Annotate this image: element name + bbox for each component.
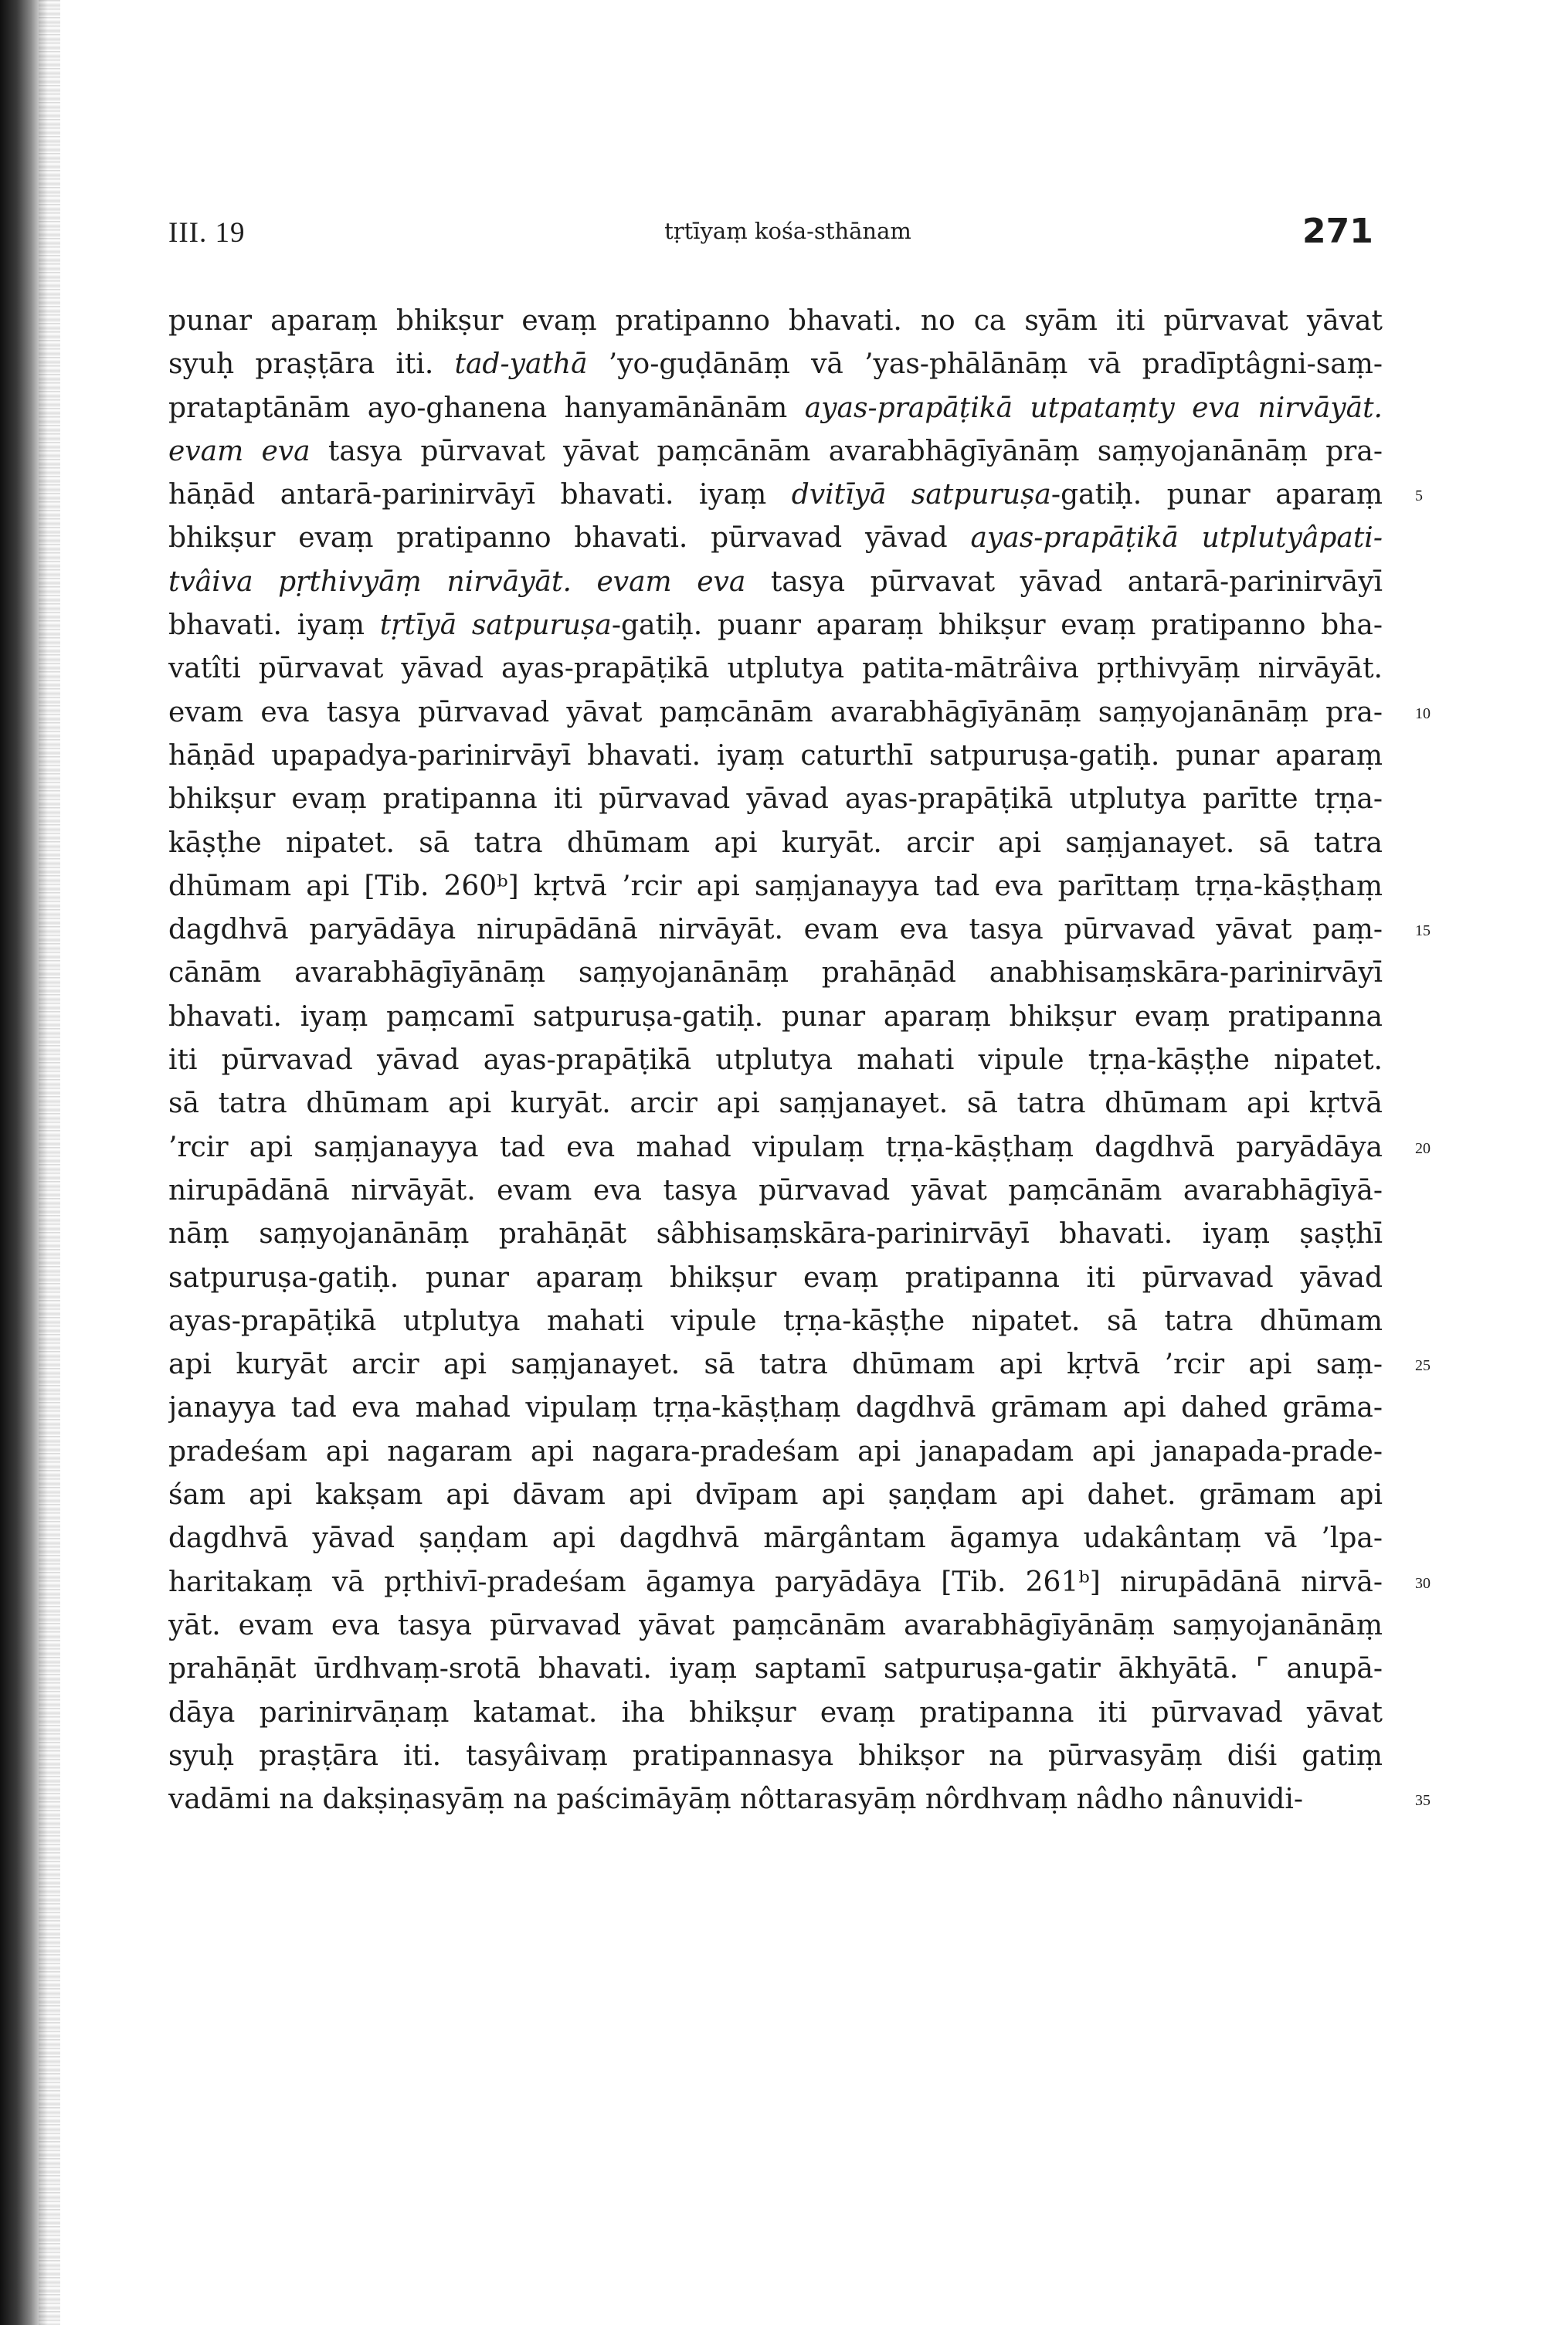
text-line (168, 300, 1383, 343)
text-line (168, 1126, 1383, 1169)
text-line (168, 430, 1383, 473)
text-line (168, 1778, 1383, 1821)
text-line (168, 517, 1383, 560)
text-segment: nirupādānā nirvāyāt. evam eva tasya pūrvavad yāvat paṃcānām avarabhāgīyā- (168, 1174, 1383, 1207)
text-line (168, 1257, 1383, 1300)
text-segment: -gatiḥ. puanr aparaṃ bhikṣur evaṃ pratipanno bha- (611, 609, 1383, 642)
text-segment: ’yo-guḍānāṃ vā ’yas-phālānāṃ vā pradīptâgni-saṃ- (587, 348, 1383, 381)
text-line (168, 1039, 1383, 1082)
text-segment: dagdhvā paryādāya nirupādānā nirvāyāt. evam eva tasya pūrvavad yāvat paṃ- (168, 914, 1383, 946)
text-segment: nāṃ saṃyojanānāṃ prahāṇāt sâbhisaṃskāra-parinirvāyī bhavati. iyaṃ ṣaṣṭhī (168, 1218, 1383, 1251)
text-segment: dhūmam api [Tib. 260ᵇ] kṛtvā ’rcir api saṃjanayya tad eva parīttaṃ tṛṇa-kāṣṭhaṃ (168, 870, 1383, 902)
text-line (168, 865, 1383, 908)
line-number: 20 (1415, 1139, 1431, 1157)
text-segment: janayya tad eva mahad vipulaṃ tṛṇa-kāṣṭhaṃ dagdhvā grāmam api dahed grāma- (168, 1392, 1383, 1424)
binding-texture (39, 0, 60, 2325)
text-line (168, 387, 1383, 430)
italic-segment: tad-yathā (454, 348, 588, 381)
text-segment: -gatiḥ. punar aparaṃ (1050, 479, 1383, 511)
text-line (168, 473, 1383, 517)
text-segment: punar aparaṃ bhikṣur evaṃ pratipanno bhavati. no ca syām iti pūrvavat yāvat (168, 305, 1383, 337)
text-segment: ayas-prapāṭikā utplutya mahati vipule tṛṇa-kāṣṭhe nipatet. sā tatra dhūmam (168, 1305, 1383, 1337)
text-line (168, 1387, 1383, 1430)
text-segment: dāya parinirvāṇaṃ katamat. iha bhikṣur evaṃ pratipanna iti pūrvavad yāvat (168, 1696, 1383, 1729)
text-line (168, 1517, 1383, 1560)
text-segment: hāṇād antarā-parinirvāyī bhavati. iyaṃ (168, 479, 792, 511)
text-line (168, 908, 1383, 952)
text-line (168, 1300, 1383, 1343)
italic-segment: ayas-prapāṭikā utplutyâpati- (970, 522, 1383, 555)
line-number: 30 (1415, 1574, 1431, 1592)
text-segment: dagdhvā yāvad ṣaṇḍam api dagdhvā mārgântam āgamya udakântaṃ vā ’lpa- (168, 1522, 1383, 1555)
text-line (168, 996, 1383, 1039)
text-line (168, 1735, 1383, 1778)
text-segment: kāṣṭhe nipatet. sā tatra dhūmam api kuryāt. arcir api saṃjanayet. sā tatra (168, 826, 1383, 859)
text-line (168, 1692, 1383, 1735)
text-line (168, 561, 1383, 604)
text-segment: haritakaṃ vā pṛthivī-pradeśam āgamya paryādāya [Tib. 261ᵇ] nirupādānā nirvā- (168, 1566, 1383, 1598)
text-segment: syuḥ praṣṭāra iti. tasyâivaṃ pratipannasya bhikṣor na pūrvasyāṃ diśi gatiṃ (168, 1740, 1383, 1772)
text-segment: satpuruṣa-gatiḥ. punar aparaṃ bhikṣur evaṃ pratipanna iti pūrvavad yāvad (168, 1261, 1383, 1294)
text-segment: evam eva tasya pūrvavad yāvat paṃcānām avarabhāgīyānāṃ saṃyojanānāṃ pra- (168, 696, 1383, 728)
text-segment: api kuryāt arcir api saṃjanayet. sā tatra dhūmam api kṛtvā ’rcir api saṃ- (168, 1349, 1383, 1381)
text-segment: bhavati. iyaṃ paṃcamī satpuruṣa-gatiḥ. punar aparaṃ bhikṣur evaṃ pratipanna (168, 1000, 1383, 1033)
italic-segment: tṛtīyā satpuruṣa (379, 609, 612, 642)
text-segment: iti pūrvavad yāvad ayas-prapāṭikā utplutya mahati vipule tṛṇa-kāṣṭhe nipatet. (168, 1044, 1383, 1077)
text-line (168, 952, 1383, 995)
text-segment: tasya pūrvavat yāvad antarā-parinirvāyī (745, 565, 1383, 598)
text-segment: vatîti pūrvavat yāvad ayas-prapāṭikā utplutya patita-mātrâiva pṛthivyāṃ nirvāyāt. (168, 653, 1383, 685)
line-number: 25 (1415, 1357, 1431, 1375)
text-line (168, 1213, 1383, 1256)
text-line (168, 1082, 1383, 1125)
italic-segment: evam eva (168, 435, 311, 467)
text-segment: sā tatra dhūmam api kuryāt. arcir api saṃjanayet. sā tatra dhūmam api kṛtvā (168, 1088, 1383, 1120)
page-number: 271 (1302, 212, 1373, 251)
text-line (168, 343, 1383, 386)
section-reference: III. 19 (168, 217, 246, 249)
text-segment: tasya pūrvavat yāvat paṃcānām avarabhāgīyānāṃ saṃyojanānāṃ pra- (310, 435, 1383, 467)
text-segment: prahāṇāt ūrdhvaṃ-srotā bhavati. iyaṃ saptamī satpuruṣa-gatir ākhyātā. ⌜ anupā- (168, 1653, 1383, 1685)
text-segment: syuḥ praṣṭāra iti. (168, 348, 455, 381)
text-line (168, 1474, 1383, 1517)
line-number: 10 (1415, 704, 1431, 722)
text-segment: bhikṣur evaṃ pratipanna iti pūrvavad yāvad ayas-prapāṭikā utplutya parītte tṛṇa- (168, 783, 1383, 816)
italic-segment: ayas-prapāṭikā utpataṃty eva nirvāyāt. (804, 392, 1383, 424)
text-line (168, 1561, 1383, 1604)
text-line (168, 822, 1383, 865)
text-segment: vadāmi na dakṣiṇasyāṃ na paścimāyāṃ nôttarasyāṃ nôrdhvaṃ nâdho nânuvidi- (168, 1784, 1304, 1816)
text-segment: śam api kakṣam api dāvam api dvīpam api ṣaṇḍam api dahet. grāmam api (168, 1479, 1383, 1512)
running-title: tṛtīyaṃ kośa-sthānam (664, 218, 911, 244)
line-number: 15 (1415, 922, 1431, 940)
italic-segment: tvâiva pṛthivyāṃ nirvāyāt. evam eva (168, 565, 746, 598)
text-line (168, 1343, 1383, 1387)
text-line (168, 1431, 1383, 1474)
text-line (168, 604, 1383, 647)
running-header (0, 210, 1568, 272)
main-text-block (168, 300, 1383, 1821)
line-number: 35 (1415, 1792, 1431, 1810)
text-line (168, 647, 1383, 691)
text-segment: bhikṣur evaṃ pratipanno bhavati. pūrvavad yāvad (168, 522, 971, 555)
text-segment: hāṇād upapadya-parinirvāyī bhavati. iyaṃ caturthī satpuruṣa-gatiḥ. punar aparaṃ (168, 739, 1383, 772)
line-number: 5 (1415, 487, 1423, 505)
text-line (168, 1169, 1383, 1213)
text-line (168, 1648, 1383, 1691)
text-segment: bhavati. iyaṃ (168, 609, 380, 642)
text-line (168, 691, 1383, 735)
text-segment: yāt. evam eva tasya pūrvavad yāvat paṃcānām avarabhāgīyānāṃ saṃyojanānāṃ (168, 1609, 1383, 1641)
text-segment: ’rcir api saṃjanayya tad eva mahad vipulaṃ tṛṇa-kāṣṭhaṃ dagdhvā paryādāya (168, 1131, 1383, 1163)
text-segment: cānām avarabhāgīyānāṃ saṃyojanānāṃ prahāṇād anabhisaṃskāra-parinirvāyī (168, 957, 1383, 989)
text-line (168, 735, 1383, 778)
text-line (168, 778, 1383, 821)
text-segment: prataptānām ayo-ghanena hanyamānānām (168, 392, 805, 424)
italic-segment: dvitīyā satpuruṣa (791, 479, 1051, 511)
text-segment: pradeśam api nagaram api nagara-pradeśam api janapadam api janapada-prade- (168, 1435, 1383, 1468)
text-line (168, 1604, 1383, 1648)
